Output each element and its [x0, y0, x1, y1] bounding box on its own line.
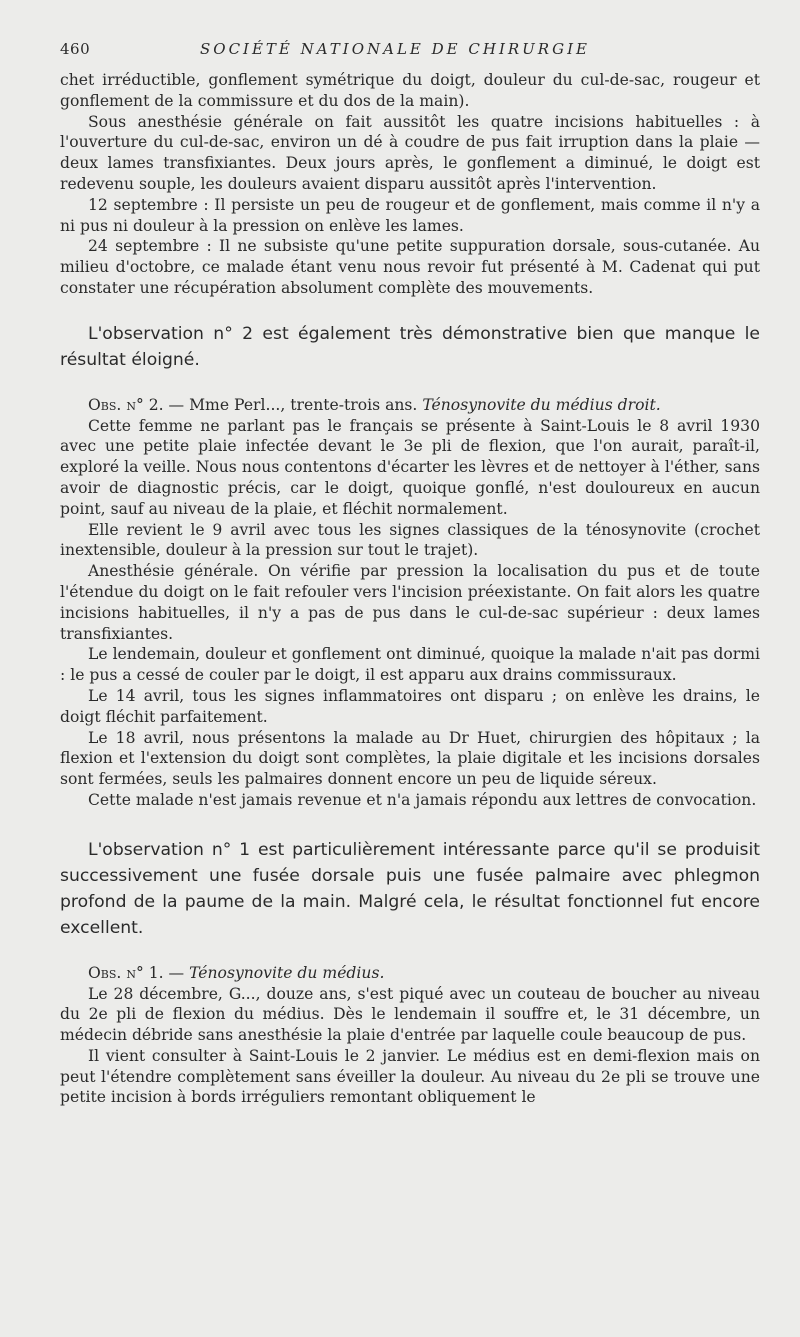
observation-1	[60, 963, 760, 1109]
page-number: 460	[60, 40, 91, 58]
lead-paragraph-obs1: L'observation n° 1 est particulièrement intéressante parce qu'il se produisit successivement une fusée dorsale puis une fusée palmaire avec phlegmon profond de la paume de la main. Malgré cela, le résultat fonctionnel fut encore excellent.	[60, 839, 760, 938]
paragraph: Sous anesthésie générale on fait aussitôt les quatre incisions habituelles : à l'ouverture du cul-de-sac, environ un dé à coudre de pus fait irruption dans la plaie — deux lames transfixiantes. Deux jours après, le gonflement a diminué, le doigt est redevenu souple, les douleurs avaient disparu aussitôt après l'intervention.	[60, 112, 760, 193]
paragraph: Le 14 avril, tous les signes inflammatoires ont disparu ; on enlève les drains, le doigt fléchit parfaitement.	[60, 686, 760, 726]
paragraph: Le 18 avril, nous présentons la malade au Dr Huet, chirurgien des hôpitaux ; la flexion et l'extension du doigt sont complètes, la plaie digitale et les incisions dorsales sont fermées, seuls les palmaires donnent encore un peu de liquide séreux.	[60, 728, 760, 789]
page-header	[60, 40, 760, 70]
obs-title: Ténosynovite du médius.	[189, 963, 385, 982]
paragraph: Cette femme ne parlant pas le français se présente à Saint-Louis le 8 avril 1930 avec une petite plaie infectée devant le 3e pli de flexion, que l'on aurait, paraît-il, exploré la veille. Nous nous contentons d'écarter les lèvres et de nettoyer à l'éther, sans avoir de diagnostic précis, car le doigt, quoique gonflé, n'est douloureux en aucun point, sauf au niveau de la plaie, et fléchit normalement.	[60, 416, 760, 518]
obs-heading	[60, 395, 760, 416]
obs-label: Obs. n° 2.	[88, 395, 164, 414]
running-title: SOCIÉTÉ NATIONALE DE CHIRURGIE	[200, 40, 590, 58]
paragraph: 12 septembre : Il persiste un peu de rougeur et de gonflement, mais comme il n'y a ni pus ni douleur à la pression on enlève les lames.	[60, 195, 760, 235]
obs-title: Ténosynovite du médius droit.	[422, 395, 661, 414]
paragraph: Il vient consulter à Saint-Louis le 2 janvier. Le médius est en demi-flexion mais on peut l'étendre complètement sans éveiller la douleur. Au niveau du 2e pli se trouve une petite incision à bords irréguliers remontant obliquement le	[60, 1046, 760, 1107]
observation-2	[60, 395, 760, 811]
paragraph: Cette malade n'est jamais revenue et n'a jamais répondu aux lettres de convocation.	[88, 790, 757, 809]
paragraph: Le 28 décembre, G..., douze ans, s'est piqué avec un couteau de boucher au niveau du 2e pli de flexion du médius. Dès le lendemain il souffre et, le 31 décembre, un médecin débride sans anesthésie la plaie d'entrée par laquelle coule beaucoup de pus.	[60, 984, 760, 1045]
paragraph: Anesthésie générale. On vérifie par pression la localisation du pus et de toute l'étendue du doigt on le fait refouler vers l'incision préexistante. On fait alors les quatre incisions habituelles, il n'y a pas de pus dans le cul-de-sac supérieur : deux lames transfixiantes.	[60, 562, 760, 643]
paragraph: 24 septembre : Il ne subsiste qu'une petite suppuration dorsale, sous-cutanée. Au milieu d'octobre, ce malade étant venu nous revoir fut présenté à M. Cadenat qui put constater une récupération absolument complète des mouvements.	[60, 237, 760, 297]
continuation-block	[60, 70, 760, 299]
paragraph: Elle revient le 9 avril avec tous les signes classiques de la ténosynovite (crochet inextensible, douleur à la pression sur tout le trajet).	[60, 520, 760, 560]
obs-label: Obs. n° 1.	[88, 963, 164, 982]
obs-patient: — Mme Perl..., trente-trois ans.	[163, 395, 423, 414]
obs-heading	[60, 963, 760, 984]
lead-paragraph-obs2: L'observation n° 2 est également très démonstrative bien que manque le résultat éloigné.	[60, 323, 760, 370]
obs-dash: —	[163, 963, 190, 982]
paragraph: Le lendemain, douleur et gonflement ont diminué, quoique la malade n'ait pas dormi : le pus a cessé de couler par le doigt, il est apparu aux drains commissuraux.	[60, 645, 760, 685]
paragraph: chet irréductible, gonflement symétrique du doigt, douleur du cul-de-sac, rougeur et gonflement de la commissure et du dos de la main).	[60, 71, 760, 110]
